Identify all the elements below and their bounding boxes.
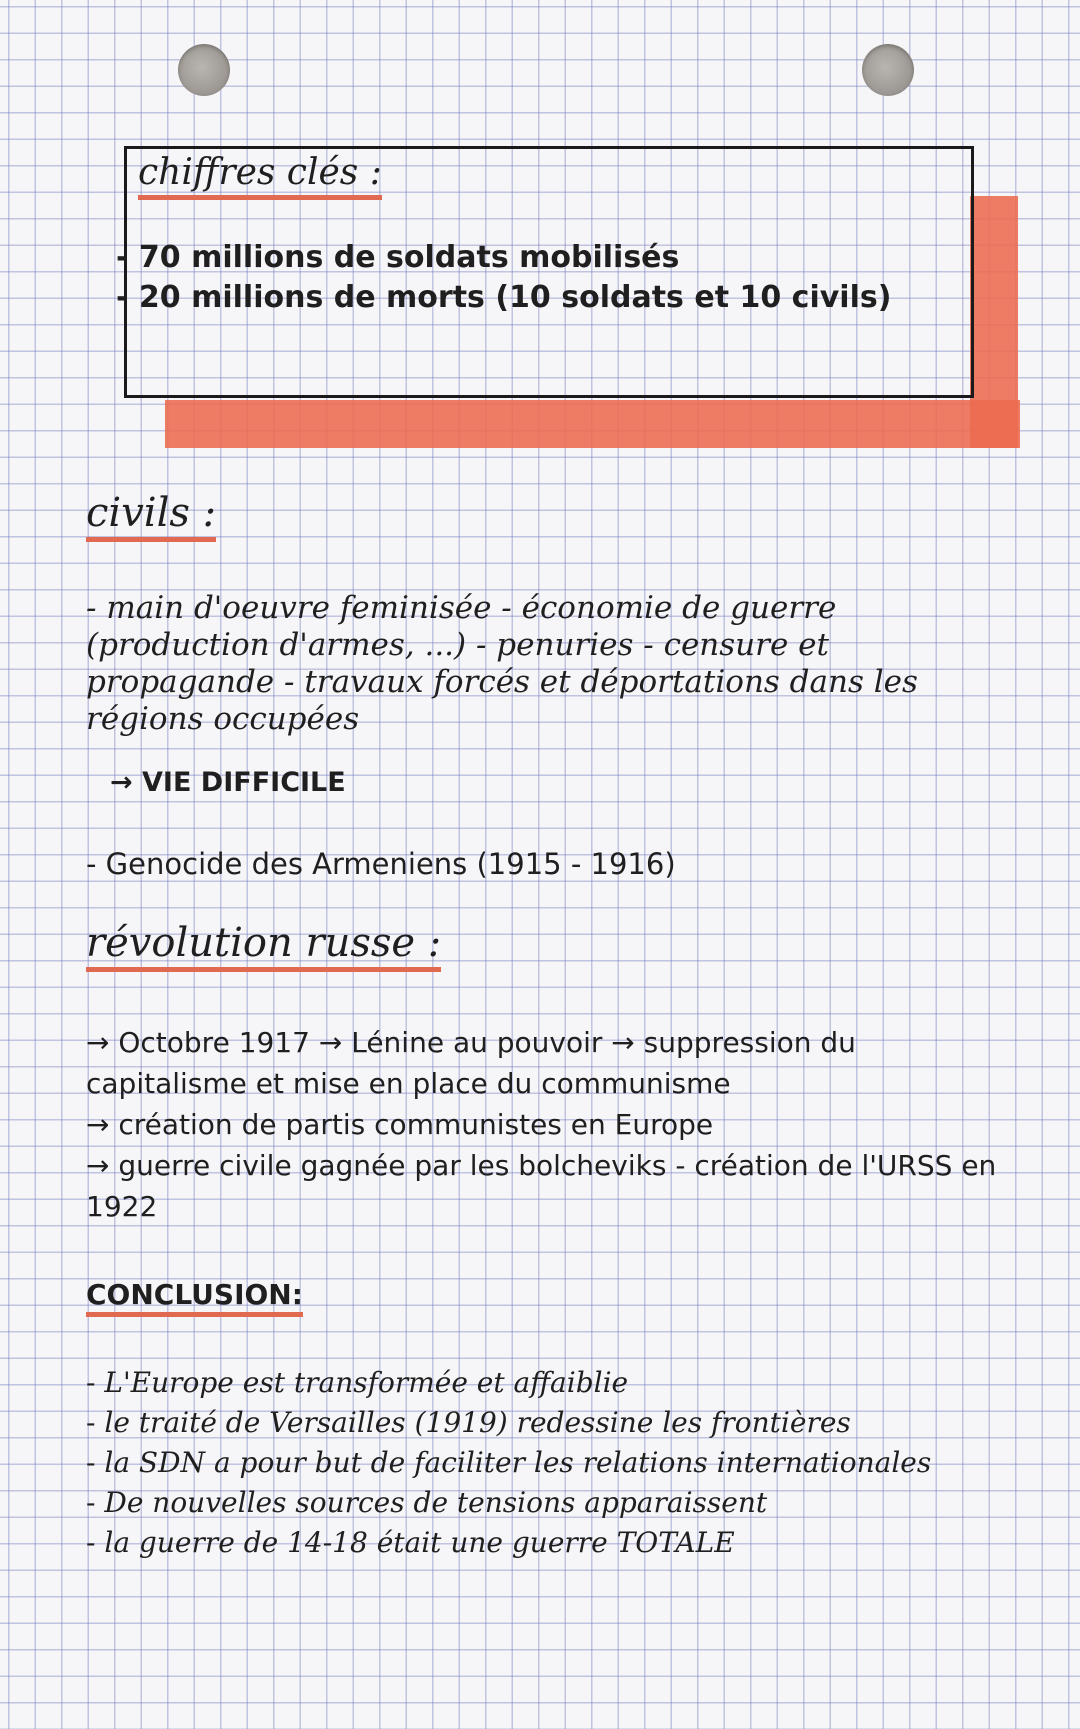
revolution-item: → Octobre 1917 → Lénine au pouvoir → suppression du capitalisme et mise en place du communisme (86, 1026, 856, 1100)
revolution-heading: révolution russe : (86, 920, 441, 966)
key-figures-list (116, 238, 966, 318)
binder-hole-left (178, 44, 230, 96)
civils-heading: civils : (86, 490, 216, 536)
conclusion-item: - le traité de Versailles (1919) redessine les frontières (86, 1403, 1076, 1443)
conclusion-item: - la SDN a pour but de faciliter les relations internationales (86, 1443, 1076, 1483)
conclusion-list (86, 1363, 1076, 1563)
genocide-line: - Genocide des Armeniens (1915 - 1916) (86, 847, 676, 881)
conclusion-heading: CONCLUSION: (86, 1278, 303, 1311)
binder-hole-right (862, 44, 914, 96)
key-figure-item: - 20 millions de morts (10 soldats et 10 civils) (116, 278, 966, 318)
key-figure-item: - 70 millions de soldats mobilisés (116, 238, 966, 278)
revolution-item: → création de partis communistes en Europe (86, 1108, 714, 1141)
conclusion-item: - la guerre de 14-18 était une guerre TOTALE (86, 1523, 1076, 1563)
civils-result: → VIE DIFFICILE (110, 767, 346, 798)
revolution-item: → guerre civile gagnée par les bolcheviks - création de l'URSS en 1922 (86, 1149, 997, 1223)
conclusion-item: - L'Europe est transformée et affaiblie (86, 1363, 1076, 1403)
civils-paragraph: - main d'oeuvre feminisée - économie de guerre (production d'armes, ...) - penuries - censure et propagande - travaux forcés et déportations dans les régions occupées (86, 590, 918, 737)
box-highlight-bottom (165, 400, 1020, 448)
conclusion-item: - De nouvelles sources de tensions apparaissent (86, 1483, 1076, 1523)
key-figures-title: chiffres clés : (138, 152, 382, 193)
revolution-list (86, 1022, 1006, 1227)
